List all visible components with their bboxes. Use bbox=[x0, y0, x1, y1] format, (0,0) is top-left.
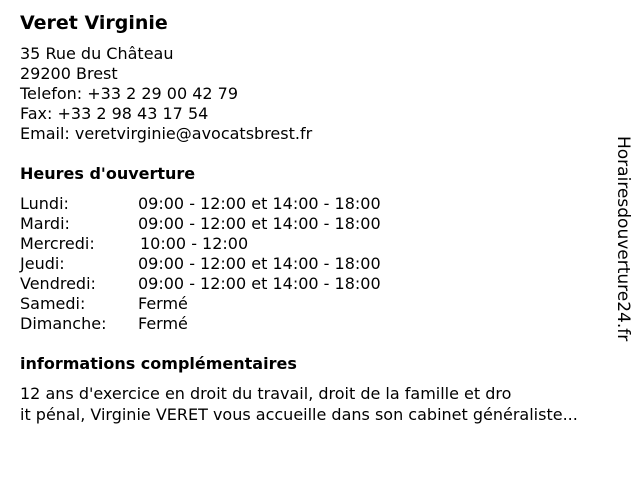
hours-day: Vendredi: bbox=[20, 274, 96, 293]
additional-info-line: it pénal, Virginie VERET vous accueille dans son cabinet généraliste... bbox=[20, 405, 578, 424]
address-street: 35 Rue du Château bbox=[20, 44, 174, 63]
hours-time: Fermé bbox=[138, 294, 188, 313]
additional-info-line: 12 ans d'exercice en droit du travail, droit de la famille et dro bbox=[20, 384, 512, 403]
watermark-text: Horairesdouverture24.fr bbox=[613, 136, 633, 342]
hours-row-vendredi bbox=[20, 274, 440, 294]
opening-hours-title: Heures d'ouverture bbox=[20, 164, 196, 183]
hours-time: 10:00 - 12:00 bbox=[140, 234, 249, 253]
hours-time: Fermé bbox=[138, 314, 188, 333]
hours-day: Dimanche: bbox=[20, 314, 107, 333]
hours-row-jeudi bbox=[20, 254, 440, 274]
site-watermark bbox=[612, 136, 634, 346]
contact-block bbox=[20, 44, 312, 144]
hours-day: Jeudi: bbox=[20, 254, 65, 273]
fax-number: Fax: +33 2 98 43 17 54 bbox=[20, 104, 209, 123]
hours-day: Lundi: bbox=[20, 194, 69, 213]
hours-time: 09:00 - 12:00 et 14:00 - 18:00 bbox=[138, 214, 381, 233]
listing-name: Veret Virginie bbox=[20, 12, 168, 34]
hours-time: 09:00 - 12:00 et 14:00 - 18:00 bbox=[138, 274, 381, 293]
hours-row-samedi bbox=[20, 294, 440, 314]
additional-info-title: informations complémentaires bbox=[20, 354, 297, 373]
opening-hours-table bbox=[20, 194, 440, 334]
hours-day: Samedi: bbox=[20, 294, 86, 313]
hours-day: Mardi: bbox=[20, 214, 70, 233]
hours-row-mardi bbox=[20, 214, 440, 234]
hours-row-mercredi bbox=[20, 234, 440, 254]
hours-day: Mercredi: bbox=[20, 234, 95, 253]
hours-row-dimanche bbox=[20, 314, 440, 334]
additional-info-text bbox=[20, 383, 578, 425]
phone-number: Telefon: +33 2 29 00 42 79 bbox=[20, 84, 239, 103]
email-address: Email: veretvirginie@avocatsbrest.fr bbox=[20, 124, 313, 143]
hours-time: 09:00 - 12:00 et 14:00 - 18:00 bbox=[138, 194, 381, 213]
hours-row-lundi bbox=[20, 194, 440, 214]
address-city: 29200 Brest bbox=[20, 64, 118, 83]
hours-time: 09:00 - 12:00 et 14:00 - 18:00 bbox=[138, 254, 381, 273]
